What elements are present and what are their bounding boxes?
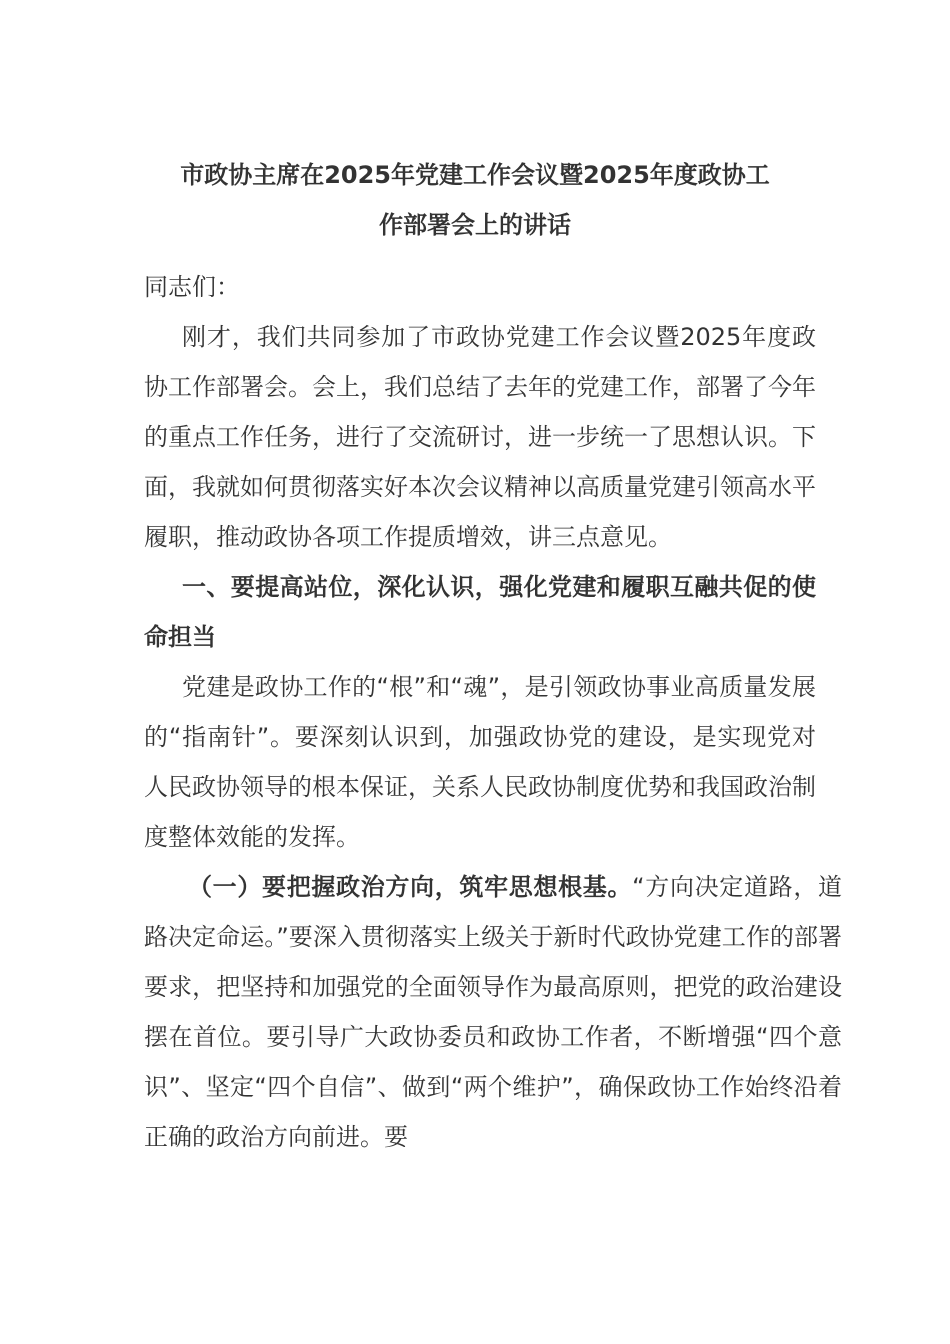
document-body xyxy=(144,262,843,1162)
subsection-1-text: “方向决定道路，道路决定命运。”要深入贯彻落实上级关于新时代政协党建工作的部署要求，把坚持和加强党的全面领导作为最高原则，把党的政治建设摆在首位。要引导广大政协委员和政协工作者，不断增强“四个意识”、坚定“四个自信”、做到“两个维护”，确保政协工作始终沿着正确的政治方向前进。要 xyxy=(144,873,843,1151)
subsection-1 xyxy=(144,862,842,1162)
title-line-1: 市政协主席在2025年党建工作会议暨2025年度政协工 xyxy=(180,161,770,189)
paragraph-intro: 刚才，我们共同参加了市政协党建工作会议暨2025年度政协工作部署会。会上，我们总结了去年的党建工作，部署了今年的重点工作任务，进行了交流研讨，进一步统一了思想认识。下面，我就如何贯彻落实好本次会议精神以高质量党建引领高水平履职，推动政协各项工作提质增效，讲三点意见。 xyxy=(144,323,816,551)
paragraph-party-building: 党建是政协工作的“根”和“魂”，是引领政协事业高质量发展的“指南针”。要深刻认识到，加强政协党的建设，是实现党对人民政协领导的根本保证，关系人民政协制度优势和我国政治制度整体效能的发挥。 xyxy=(144,673,816,851)
subsection-1-heading: （一）要把握政治方向，筑牢思想根基。 xyxy=(188,873,633,901)
greeting: 同志们： xyxy=(144,273,240,301)
document-title xyxy=(140,150,810,250)
title-line-2: 作部署会上的讲话 xyxy=(379,211,571,239)
section-heading-1: 一、要提高站位，深化认识，强化党建和履职互融共促的使命担当 xyxy=(144,573,816,651)
